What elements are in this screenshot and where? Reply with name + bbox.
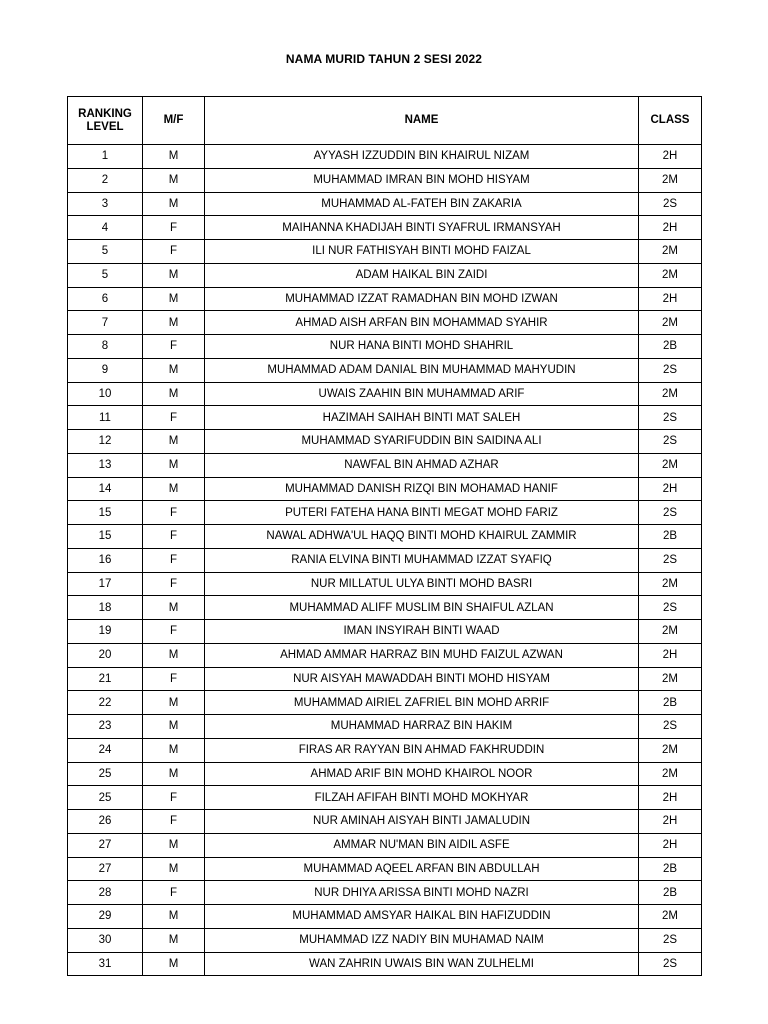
cell-class: 2S — [639, 501, 702, 525]
cell-gender: M — [143, 738, 205, 762]
document-title: NAMA MURID TAHUN 2 SESI 2022 — [285, 52, 483, 66]
cell-gender: M — [143, 382, 205, 406]
cell-rank: 26 — [68, 810, 143, 834]
cell-rank: 22 — [68, 691, 143, 715]
cell-rank: 11 — [68, 406, 143, 430]
header-name: NAME — [205, 97, 639, 145]
cell-rank: 4 — [68, 216, 143, 240]
cell-name: NAWFAL BIN AHMAD AZHAR — [205, 453, 639, 477]
cell-name: MUHAMMAD IZZ NADIY BIN MUHAMAD NAIM — [205, 928, 639, 952]
cell-rank: 25 — [68, 762, 143, 786]
cell-gender: M — [143, 477, 205, 501]
cell-gender: F — [143, 620, 205, 644]
cell-rank: 28 — [68, 881, 143, 905]
table-row — [68, 406, 702, 430]
cell-class: 2B — [639, 691, 702, 715]
cell-gender: F — [143, 525, 205, 549]
cell-gender: M — [143, 263, 205, 287]
cell-rank: 17 — [68, 572, 143, 596]
cell-name: UWAIS ZAAHIN BIN MUHAMMAD ARIF — [205, 382, 639, 406]
cell-name: AHMAD AISH ARFAN BIN MOHAMMAD SYAHIR — [205, 311, 639, 335]
table-row — [68, 525, 702, 549]
cell-name: MUHAMMAD DANISH RIZQI BIN MOHAMAD HANIF — [205, 477, 639, 501]
cell-class: 2S — [639, 596, 702, 620]
cell-rank: 21 — [68, 667, 143, 691]
cell-name: ADAM HAIKAL BIN ZAIDI — [205, 263, 639, 287]
cell-gender: M — [143, 287, 205, 311]
cell-gender: M — [143, 168, 205, 192]
cell-gender: F — [143, 216, 205, 240]
cell-name: MUHAMMAD AQEEL ARFAN BIN ABDULLAH — [205, 857, 639, 881]
cell-class: 2M — [639, 905, 702, 929]
cell-class: 2S — [639, 715, 702, 739]
table-row — [68, 358, 702, 382]
cell-gender: M — [143, 643, 205, 667]
cell-rank: 31 — [68, 952, 143, 976]
cell-name: WAN ZAHRIN UWAIS BIN WAN ZULHELMI — [205, 952, 639, 976]
table-row — [68, 952, 702, 976]
cell-name: MAIHANNA KHADIJAH BINTI SYAFRUL IRMANSYAH — [205, 216, 639, 240]
table-row — [68, 928, 702, 952]
cell-gender: M — [143, 691, 205, 715]
cell-rank: 19 — [68, 620, 143, 644]
cell-name: NUR AISYAH MAWADDAH BINTI MOHD HISYAM — [205, 667, 639, 691]
table-row — [68, 548, 702, 572]
cell-gender: F — [143, 572, 205, 596]
table-row — [68, 335, 702, 359]
cell-class: 2H — [639, 287, 702, 311]
cell-class: 2B — [639, 857, 702, 881]
cell-name: MUHAMMAD AMSYAR HAIKAL BIN HAFIZUDDIN — [205, 905, 639, 929]
table-row — [68, 382, 702, 406]
header-ranking-line2: LEVEL — [86, 120, 124, 133]
table-row — [68, 216, 702, 240]
cell-class: 2M — [639, 168, 702, 192]
cell-name: AYYASH IZZUDDIN BIN KHAIRUL NIZAM — [205, 145, 639, 169]
cell-class: 2H — [639, 216, 702, 240]
table-row — [68, 857, 702, 881]
cell-class: 2M — [639, 620, 702, 644]
cell-rank: 30 — [68, 928, 143, 952]
table-row — [68, 145, 702, 169]
cell-rank: 9 — [68, 358, 143, 382]
cell-gender: M — [143, 596, 205, 620]
cell-gender: M — [143, 430, 205, 454]
cell-name: NUR AMINAH AISYAH BINTI JAMALUDIN — [205, 810, 639, 834]
cell-rank: 5 — [68, 263, 143, 287]
header-gender: M/F — [143, 97, 205, 145]
cell-class: 2S — [639, 406, 702, 430]
cell-name: AHMAD ARIF BIN MOHD KHAIROL NOOR — [205, 762, 639, 786]
cell-class: 2S — [639, 928, 702, 952]
table-row — [68, 192, 702, 216]
cell-class: 2S — [639, 358, 702, 382]
cell-gender: F — [143, 786, 205, 810]
cell-class: 2H — [639, 786, 702, 810]
table-row — [68, 453, 702, 477]
cell-name: MUHAMMAD AIRIEL ZAFRIEL BIN MOHD ARRIF — [205, 691, 639, 715]
cell-gender: F — [143, 881, 205, 905]
cell-class: 2S — [639, 952, 702, 976]
cell-class: 2H — [639, 810, 702, 834]
cell-gender: F — [143, 501, 205, 525]
cell-rank: 27 — [68, 833, 143, 857]
table-row — [68, 905, 702, 929]
cell-name: MUHAMMAD ALIFF MUSLIM BIN SHAIFUL AZLAN — [205, 596, 639, 620]
table-row — [68, 168, 702, 192]
cell-name: RANIA ELVINA BINTI MUHAMMAD IZZAT SYAFIQ — [205, 548, 639, 572]
cell-gender: M — [143, 358, 205, 382]
cell-class: 2B — [639, 525, 702, 549]
cell-name: AMMAR NU'MAN BIN AIDIL ASFE — [205, 833, 639, 857]
cell-name: MUHAMMAD ADAM DANIAL BIN MUHAMMAD MAHYUDIN — [205, 358, 639, 382]
cell-name: IMAN INSYIRAH BINTI WAAD — [205, 620, 639, 644]
table-body — [68, 145, 702, 976]
cell-class: 2M — [639, 240, 702, 264]
cell-gender: M — [143, 952, 205, 976]
cell-rank: 3 — [68, 192, 143, 216]
cell-gender: M — [143, 833, 205, 857]
cell-class: 2S — [639, 430, 702, 454]
cell-name: NUR MILLATUL ULYA BINTI MOHD BASRI — [205, 572, 639, 596]
cell-rank: 24 — [68, 738, 143, 762]
cell-name: MUHAMMAD HARRAZ BIN HAKIM — [205, 715, 639, 739]
cell-rank: 5 — [68, 240, 143, 264]
cell-name: PUTERI FATEHA HANA BINTI MEGAT MOHD FARIZ — [205, 501, 639, 525]
cell-class: 2B — [639, 881, 702, 905]
table-row — [68, 477, 702, 501]
cell-gender: M — [143, 192, 205, 216]
cell-name: NAWAL ADHWA'UL HAQQ BINTI MOHD KHAIRUL ZAMMIR — [205, 525, 639, 549]
cell-rank: 16 — [68, 548, 143, 572]
table-row — [68, 620, 702, 644]
cell-rank: 7 — [68, 311, 143, 335]
cell-name: FILZAH AFIFAH BINTI MOHD MOKHYAR — [205, 786, 639, 810]
table-row — [68, 572, 702, 596]
cell-class: 2M — [639, 311, 702, 335]
cell-rank: 25 — [68, 786, 143, 810]
cell-gender: M — [143, 145, 205, 169]
cell-rank: 27 — [68, 857, 143, 881]
cell-name: MUHAMMAD IMRAN BIN MOHD HISYAM — [205, 168, 639, 192]
cell-class: 2M — [639, 453, 702, 477]
table-row — [68, 287, 702, 311]
cell-rank: 15 — [68, 525, 143, 549]
cell-name: MUHAMMAD SYARIFUDDIN BIN SAIDINA ALI — [205, 430, 639, 454]
table-row — [68, 738, 702, 762]
cell-gender: F — [143, 240, 205, 264]
cell-name: HAZIMAH SAIHAH BINTI MAT SALEH — [205, 406, 639, 430]
table-row — [68, 810, 702, 834]
cell-class: 2S — [639, 548, 702, 572]
table-row — [68, 643, 702, 667]
cell-class: 2H — [639, 145, 702, 169]
table-row — [68, 240, 702, 264]
table-header-row — [68, 97, 702, 145]
cell-name: MUHAMMAD AL-FATEH BIN ZAKARIA — [205, 192, 639, 216]
header-class: CLASS — [639, 97, 702, 145]
cell-gender: M — [143, 857, 205, 881]
table-row — [68, 501, 702, 525]
header-ranking-line1: RANKING — [78, 107, 132, 120]
cell-gender: M — [143, 715, 205, 739]
cell-gender: F — [143, 335, 205, 359]
table-row — [68, 691, 702, 715]
cell-rank: 20 — [68, 643, 143, 667]
cell-gender: M — [143, 928, 205, 952]
cell-gender: M — [143, 762, 205, 786]
cell-class: 2H — [639, 643, 702, 667]
cell-rank: 6 — [68, 287, 143, 311]
table-row — [68, 311, 702, 335]
cell-rank: 23 — [68, 715, 143, 739]
table-row — [68, 263, 702, 287]
cell-rank: 1 — [68, 145, 143, 169]
cell-class: 2M — [639, 382, 702, 406]
cell-gender: F — [143, 406, 205, 430]
table-row — [68, 881, 702, 905]
cell-gender: M — [143, 453, 205, 477]
cell-rank: 29 — [68, 905, 143, 929]
cell-gender: F — [143, 548, 205, 572]
cell-rank: 8 — [68, 335, 143, 359]
cell-rank: 12 — [68, 430, 143, 454]
cell-rank: 2 — [68, 168, 143, 192]
cell-name: NUR DHIYA ARISSA BINTI MOHD NAZRI — [205, 881, 639, 905]
cell-class: 2H — [639, 833, 702, 857]
cell-gender: F — [143, 810, 205, 834]
table-row — [68, 667, 702, 691]
header-ranking-level — [68, 97, 143, 145]
cell-name: ILI NUR FATHISYAH BINTI MOHD FAIZAL — [205, 240, 639, 264]
table-row — [68, 596, 702, 620]
cell-rank: 14 — [68, 477, 143, 501]
cell-name: MUHAMMAD IZZAT RAMADHAN BIN MOHD IZWAN — [205, 287, 639, 311]
cell-rank: 10 — [68, 382, 143, 406]
student-table — [67, 96, 702, 976]
cell-class: 2M — [639, 738, 702, 762]
cell-class: 2S — [639, 192, 702, 216]
cell-class: 2H — [639, 477, 702, 501]
cell-rank: 13 — [68, 453, 143, 477]
cell-rank: 15 — [68, 501, 143, 525]
cell-name: NUR HANA BINTI MOHD SHAHRIL — [205, 335, 639, 359]
table-row — [68, 715, 702, 739]
cell-class: 2M — [639, 762, 702, 786]
cell-class: 2M — [639, 572, 702, 596]
table-row — [68, 430, 702, 454]
table-row — [68, 762, 702, 786]
cell-gender: M — [143, 905, 205, 929]
cell-class: 2B — [639, 335, 702, 359]
cell-class: 2M — [639, 667, 702, 691]
cell-class: 2M — [639, 263, 702, 287]
table-row — [68, 786, 702, 810]
cell-rank: 18 — [68, 596, 143, 620]
table-row — [68, 833, 702, 857]
cell-name: AHMAD AMMAR HARRAZ BIN MUHD FAIZUL AZWAN — [205, 643, 639, 667]
cell-gender: M — [143, 311, 205, 335]
cell-name: FIRAS AR RAYYAN BIN AHMAD FAKHRUDDIN — [205, 738, 639, 762]
cell-gender: F — [143, 667, 205, 691]
